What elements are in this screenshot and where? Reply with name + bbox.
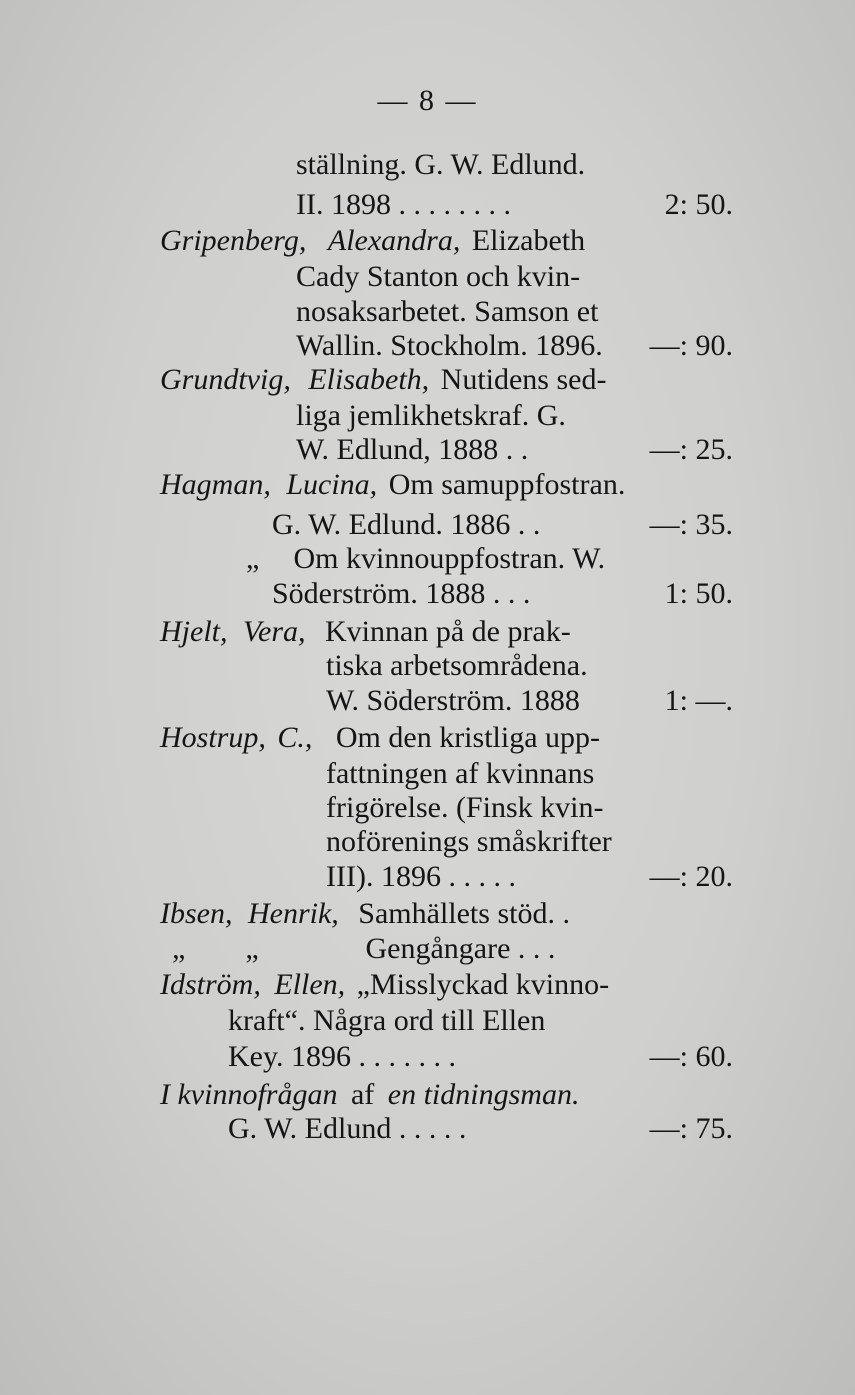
entry-line xyxy=(160,966,620,1004)
page-number: — 8 — xyxy=(377,84,478,117)
author-surname: Hagman, xyxy=(160,468,271,501)
entry-text: Cady Stanton och kvin- xyxy=(296,260,581,293)
entry-line xyxy=(296,397,736,435)
entry-price: —: 60. xyxy=(649,1040,733,1073)
entry-text: „Misslyckad kvinno- xyxy=(356,968,610,1001)
ditto-mark: „ xyxy=(246,542,260,575)
author-firstname: Elisabeth, xyxy=(308,363,430,396)
entry-text: W. Edlund, 1888 . . xyxy=(296,433,529,466)
entry-line xyxy=(160,719,620,757)
entry-text: frigörelse. (Finsk kvin- xyxy=(326,791,604,824)
entry-text: kraft“. Några ord till Ellen xyxy=(228,1004,546,1037)
entry-text: Nutidens sed- xyxy=(440,363,607,396)
entry-line xyxy=(228,1038,668,1076)
entry-price: —: 25. xyxy=(649,433,733,466)
entry-line xyxy=(272,506,712,544)
entry-text: W. Söderström. 1888 xyxy=(326,684,580,717)
entry-text: liga jemlikhetskraf. G. xyxy=(296,399,566,432)
entry-text: Söderström. 1888 . . . xyxy=(272,577,531,610)
author-surname: Gripenberg, xyxy=(160,224,307,257)
entry-text: ställning. G. W. Edlund. xyxy=(296,148,586,181)
entry-price: —: 35. xyxy=(649,508,733,541)
author-surname: Ibsen, xyxy=(160,897,233,930)
entry-text: af xyxy=(350,1078,375,1111)
author-firstname: C., xyxy=(277,721,313,754)
entry-line xyxy=(326,647,766,685)
entry-text: Om kvinnouppfostran. W. xyxy=(293,542,606,575)
entry-text: Gengångare . . . xyxy=(365,932,556,965)
entry-text: Wallin. Stockholm. 1896. xyxy=(296,329,603,362)
entry-text: noförenings småskrifter xyxy=(326,825,612,858)
entry-line xyxy=(326,823,766,861)
entry-text: II. 1898 . . . . . . . . xyxy=(296,188,511,221)
author-firstname: Lucina, xyxy=(286,468,378,501)
entry-text: III). 1896 . . . . . xyxy=(326,860,516,893)
entry-line xyxy=(160,1076,620,1114)
author-surname: Hjelt, xyxy=(160,615,228,648)
entry-line xyxy=(326,755,766,793)
author-firstname: Henrik, xyxy=(247,897,339,930)
author-firstname: Vera, xyxy=(243,615,306,648)
author-firstname: Ellen, xyxy=(274,968,346,1001)
entry-text: Om samuppfostran. xyxy=(388,468,626,501)
entry-text: fattningen af kvinnans xyxy=(326,757,595,790)
entry-price: —: 90. xyxy=(649,329,733,362)
entry-price: 2: 50. xyxy=(664,188,733,221)
entry-line xyxy=(246,540,686,578)
title-italic: I kvinnofrågan xyxy=(160,1078,338,1111)
title-italic: en tidningsman. xyxy=(387,1078,580,1111)
entry-line xyxy=(326,789,766,827)
entry-line xyxy=(228,1002,668,1040)
entry-text: tiska arbetsområdena. xyxy=(326,649,588,682)
entry-price: —: 75. xyxy=(649,1112,733,1145)
ditto-mark: „ „ xyxy=(172,932,259,965)
entry-line xyxy=(160,466,626,504)
entry-line xyxy=(272,575,712,613)
author-surname: Hostrup, xyxy=(160,721,266,754)
entry-text: nosaksarbetet. Samson et xyxy=(296,295,599,328)
author-firstname: Alexandra, xyxy=(327,224,461,257)
entry-line xyxy=(296,258,736,296)
entry-text: Samhällets stöd. . xyxy=(358,897,570,930)
entry-line xyxy=(160,613,620,651)
author-surname: Idström, xyxy=(160,968,261,1001)
entry-line xyxy=(228,1110,668,1148)
entry-text: Key. 1896 . . . . . . . xyxy=(228,1040,457,1073)
entry-text: G. W. Edlund . . . . . xyxy=(228,1112,467,1145)
entry-text: Kvinnan på de prak- xyxy=(325,615,571,648)
entry-price: 1: 50. xyxy=(664,577,733,610)
entry-line xyxy=(172,930,632,968)
entry-line xyxy=(160,222,620,260)
entry-text: Om den kristliga upp- xyxy=(335,721,601,754)
entry-text: Elizabeth xyxy=(471,224,586,257)
entry-price: —: 20. xyxy=(649,860,733,893)
entry-line xyxy=(296,146,736,184)
entry-line xyxy=(296,293,736,331)
entry-line xyxy=(160,361,620,399)
entry-price: 1: —. xyxy=(664,684,733,717)
entry-line xyxy=(160,895,620,933)
author-surname: Grundtvig, xyxy=(160,363,291,396)
entry-text: G. W. Edlund. 1886 . . xyxy=(272,508,541,541)
